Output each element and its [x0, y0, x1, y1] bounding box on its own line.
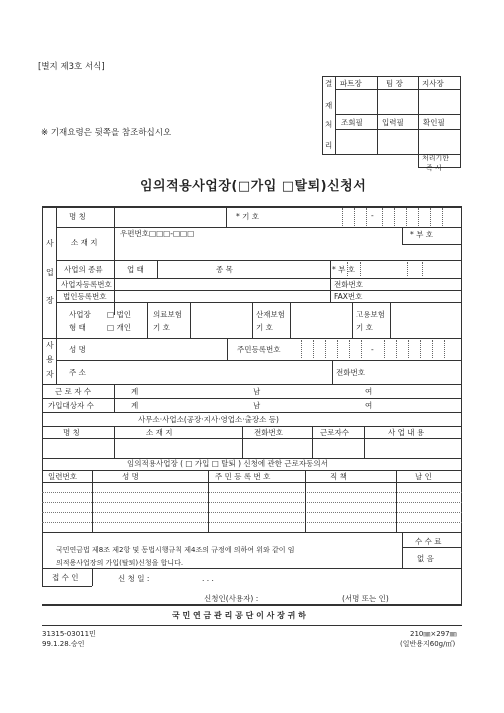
business-address-label: 소 재 지 [71, 238, 98, 247]
business-section-1: 사 [46, 239, 54, 248]
business-indiv-option[interactable]: □ 개인 [107, 323, 131, 332]
fee-value: 없 음 [417, 554, 434, 563]
workers-total-1: 계 [131, 387, 139, 396]
signature-label: (서명 또는 인) [342, 594, 389, 603]
employer-name-label: 성 명 [69, 345, 86, 354]
approval-row2-left2: 리 [325, 141, 333, 150]
footer-code: 31315-03011민 [42, 630, 96, 638]
business-symbol-dash: - [371, 211, 374, 220]
approval-row2-left: 처 [325, 120, 333, 129]
declaration-text-1: 국민연금법 제8조 제2항 및 동법시행규칙 제4조의 규정에 의하여 위와 같이 임 [56, 546, 295, 554]
business-name-label: 명 칭 [69, 212, 86, 221]
office-col-address: 소 재 지 [146, 428, 173, 437]
receipt-date-dots: . . . [202, 574, 214, 583]
business-code2-label: * 부 호 [332, 265, 356, 274]
business-type-kind: 업 태 [127, 265, 144, 274]
office-col-name: 명 칭 [63, 428, 80, 437]
approval-top-2: 팀 장 [386, 79, 403, 88]
approval-box [322, 76, 461, 172]
approval-top-3: 지사장 [422, 79, 444, 88]
footer-date: 99.1.28.승인 [42, 640, 85, 648]
approval-bottom-2: 입력필 [382, 118, 404, 127]
fee-label: 수 수 료 [415, 537, 442, 546]
employees-col-name: 성 명 [122, 472, 139, 481]
office-header: 사무소·사업소(공장·지사·영업소·출장소 등) [138, 415, 279, 424]
workers-male-2: 남 [253, 401, 261, 410]
workers-female-1: 여 [365, 387, 373, 396]
employer-section-1: 사 [46, 341, 54, 350]
office-col-business: 사 업 내 용 [388, 428, 425, 437]
approval-bottom-1: 조회필 [341, 118, 363, 127]
employer-rrn-label: 주민등록번호 [237, 345, 281, 354]
industrial-insurance-label: 산재보험 [256, 310, 285, 319]
deadline-value: 즉 시 [426, 164, 442, 172]
employees-col-position: 직 책 [330, 472, 347, 481]
business-phone-label: 전화번호 [334, 280, 363, 289]
employees-col-seal: 날 인 [415, 472, 432, 481]
employees-header: 임의적용사업장 ( □ 가입 □ 탈퇴 ) 신청에 관한 근로자동의서 [127, 459, 328, 468]
receipt-label: 접 수 인 [52, 573, 79, 582]
workers-female-2: 여 [365, 401, 373, 410]
business-corp-option[interactable]: □ 법인 [107, 310, 131, 319]
workers-count-label: 근 로 자 수 [55, 387, 92, 396]
footer-size: 210㎜×297㎜ [410, 630, 457, 638]
addressee: 국 민 연 금 관 리 공 단 이 사 장 귀 하 [172, 611, 306, 620]
business-corp-label: 법인등록번호 [63, 292, 107, 301]
business-postal-label: 우편번호□□□-□□□ [120, 229, 195, 238]
workers-subscriber-label: 가입대상자 수 [48, 401, 94, 410]
form-body [42, 206, 462, 606]
employment-insurance-label: 고용보험 [356, 310, 385, 319]
business-fax-label: FAX번호 [334, 292, 363, 301]
business-code-label: * 부 호 [410, 230, 434, 239]
business-section-2: 업 [46, 268, 54, 277]
workers-male-1: 남 [253, 387, 261, 396]
business-symbol-label: * 기 호 [236, 212, 260, 221]
declaration-text-2: 의적용사업장의 가입(탈퇴)신청을 합니다. [56, 559, 184, 567]
health-insurance-code: 기 호 [153, 323, 170, 332]
form-title: 임의적용사업장(□가입 □탈퇴)신청서 [140, 179, 367, 194]
approval-col2: 재 [325, 101, 333, 110]
workers-total-2: 계 [131, 401, 139, 410]
employment-insurance-code: 기 호 [356, 323, 373, 332]
receipt-date-label: 신 청 일 : [118, 574, 150, 583]
applicant-label: 신청인(사용자) : [204, 594, 259, 603]
business-form-label-1: 사업장 [69, 310, 91, 319]
employer-rrn-dash: - [371, 345, 374, 354]
employer-address-label: 주 소 [69, 368, 86, 377]
health-insurance-label: 의료보험 [153, 310, 182, 319]
instruction-note: ※ 기재요령은 뒷쪽을 참조하십시오 [41, 128, 172, 138]
business-form-label-2: 형 태 [69, 323, 86, 332]
form-tag: [별지 제3호 서식] [38, 62, 105, 72]
footer-paper: (일반용지60g/㎡) [400, 640, 456, 648]
business-reg-label: 사업자등록번호 [61, 280, 112, 289]
business-section-3: 장 [46, 296, 54, 305]
employer-section-3: 자 [46, 370, 54, 379]
employer-section-2: 용 [46, 355, 54, 364]
approval-col1: 결 [325, 79, 333, 88]
employer-phone-label: 전화번호 [336, 368, 365, 377]
office-col-workers: 근로자수 [320, 428, 349, 437]
deadline-label: 처리기한 [422, 154, 450, 162]
employees-col-rrn: 주 민 등 록 번 호 [215, 472, 271, 481]
approval-top-1: 파트장 [340, 79, 362, 88]
office-col-phone: 전화번호 [254, 428, 283, 437]
approval-bottom-3: 확인필 [423, 118, 445, 127]
business-type-label: 사업의 종류 [64, 265, 103, 274]
employees-col-serial: 일련번호 [48, 472, 77, 481]
business-item-label: 종 목 [216, 265, 233, 274]
industrial-insurance-code: 기 호 [256, 323, 273, 332]
